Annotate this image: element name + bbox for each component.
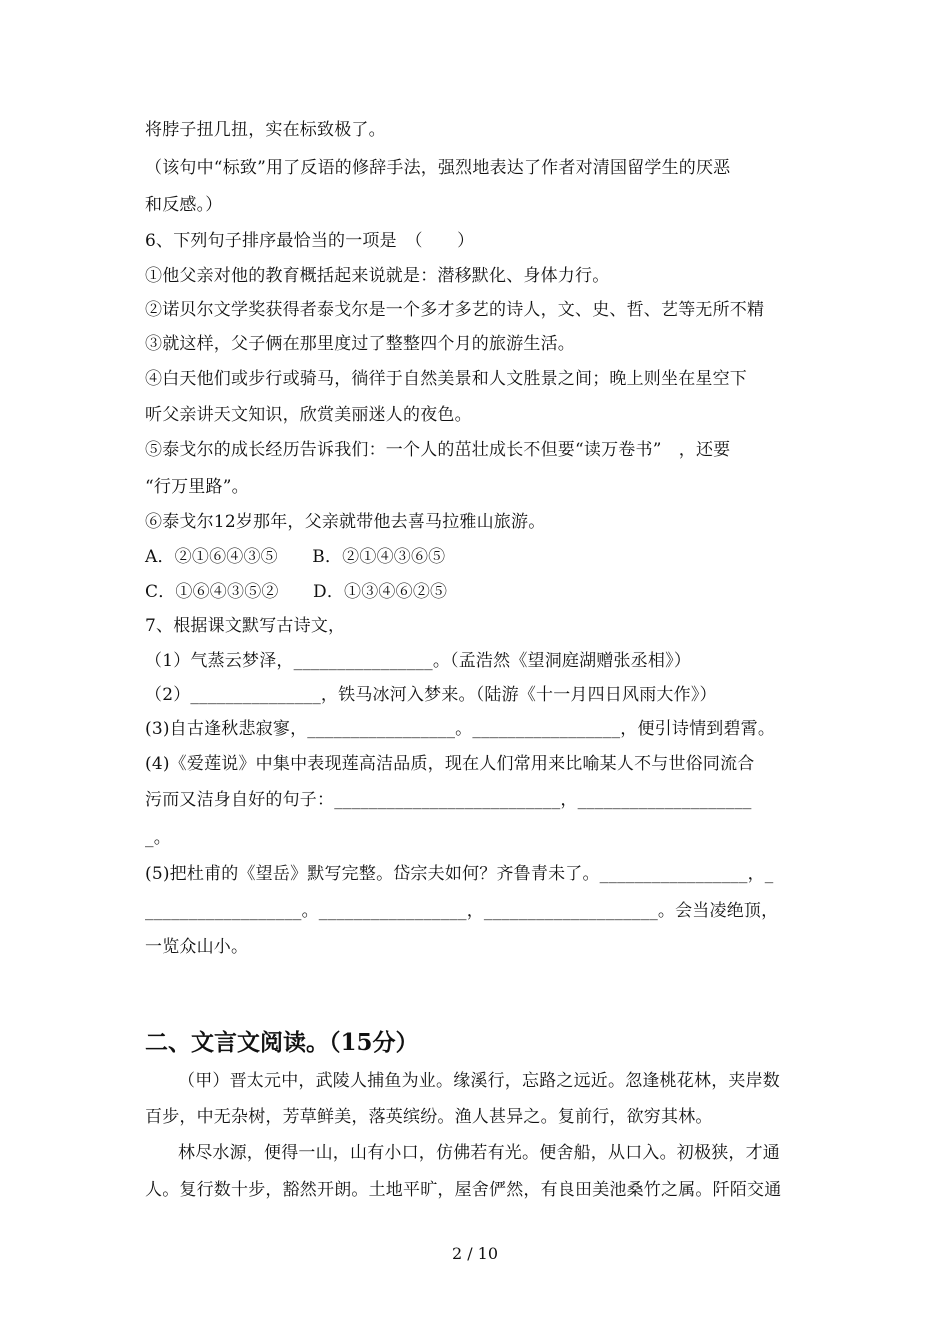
option-sentence-2: ②诺贝尔文学奖获得者泰戈尔是一个多才多艺的诗人，文、史、哲、艺等无所不精 bbox=[145, 300, 765, 320]
text-line: 将脖子扭几扭，实在标致极了。 bbox=[145, 120, 386, 140]
text-line: _。 bbox=[145, 828, 171, 848]
text-line: “行万里路”。 bbox=[145, 477, 249, 497]
option-sentence-5: ⑤泰戈尔的成长经历告诉我们：一个人的茁壮成长不但要“读万卷书” ，还要 bbox=[145, 440, 731, 460]
fill-blank-4: (4)《爱莲说》中集中表现莲高洁品质，现在人们常用来比喻某人不与世俗同流合 bbox=[145, 754, 755, 774]
fill-blank-2: （2）_______________，铁马冰河入梦来。（陆游《十一月四日风雨大作》） bbox=[145, 685, 717, 705]
text-line: __________________。_________________，____________________。会当凌绝顶， bbox=[145, 901, 779, 921]
question-6-title: 6、下列句子排序最恰当的一项是 （ ） bbox=[145, 231, 475, 251]
answer-choices-cd: C．①⑥④③⑤② D．①③④⑥②⑤ bbox=[145, 582, 448, 602]
fill-blank-5: (5)把杜甫的《望岳》默写完整。岱宗夫如何？齐鲁青未了。_________________，_ bbox=[145, 864, 774, 884]
passage-line: 百步，中无杂树，芳草鲜美，落英缤纷。渔人甚异之。复前行，欲穷其林。 bbox=[145, 1107, 713, 1127]
fill-blank-3: (3)自古逢秋悲寂寥，_________________。_________________，便引诗情到碧霄。 bbox=[145, 719, 776, 739]
passage-line: （甲）晋太元中，武陵人捕鱼为业。缘溪行，忘路之远近。忽逢桃花林，夹岸数 bbox=[178, 1071, 780, 1091]
text-line: 污而又洁身自好的句子：__________________________，____________________ bbox=[145, 790, 752, 810]
text-line: 一览众山小。 bbox=[145, 937, 249, 957]
section-heading: 二、文言文阅读。（15分） bbox=[145, 1029, 419, 1056]
text-line: （该句中“标致”用了反语的修辞手法，强烈地表达了作者对清国留学生的厌恶 bbox=[145, 158, 731, 178]
answer-choices-ab: A．②①⑥④③⑤ B．②①④③⑥⑤ bbox=[145, 547, 446, 567]
passage-line: 林尽水源，便得一山，山有小口，仿佛若有光。便舍船，从口入。初极狭，才通 bbox=[178, 1143, 780, 1163]
option-sentence-4: ④白天他们或步行或骑马，徜徉于自然美景和人文胜景之间；晚上则坐在星空下 bbox=[145, 369, 747, 389]
option-sentence-1: ①他父亲对他的教育概括起来说就是：潜移默化、身体力行。 bbox=[145, 266, 610, 286]
fill-blank-1: （1）气蒸云梦泽，________________。（孟浩然《望洞庭湖赠张丞相》） bbox=[145, 651, 692, 671]
option-sentence-6: ⑥泰戈尔12岁那年，父亲就带他去喜马拉雅山旅游。 bbox=[145, 512, 546, 532]
option-sentence-3: ③就这样，父子俩在那里度过了整整四个月的旅游生活。 bbox=[145, 334, 575, 354]
text-line: 和反感。） bbox=[145, 195, 223, 215]
page-number: 2 / 10 bbox=[451, 1244, 499, 1263]
question-7-title: 7、根据课文默写古诗文， bbox=[145, 616, 346, 636]
passage-line: 人。复行数十步，豁然开朗。土地平旷，屋舍俨然，有良田美池桑竹之属。阡陌交通 bbox=[145, 1180, 782, 1200]
text-line: 听父亲讲天文知识，欣赏美丽迷人的夜色。 bbox=[145, 405, 472, 425]
